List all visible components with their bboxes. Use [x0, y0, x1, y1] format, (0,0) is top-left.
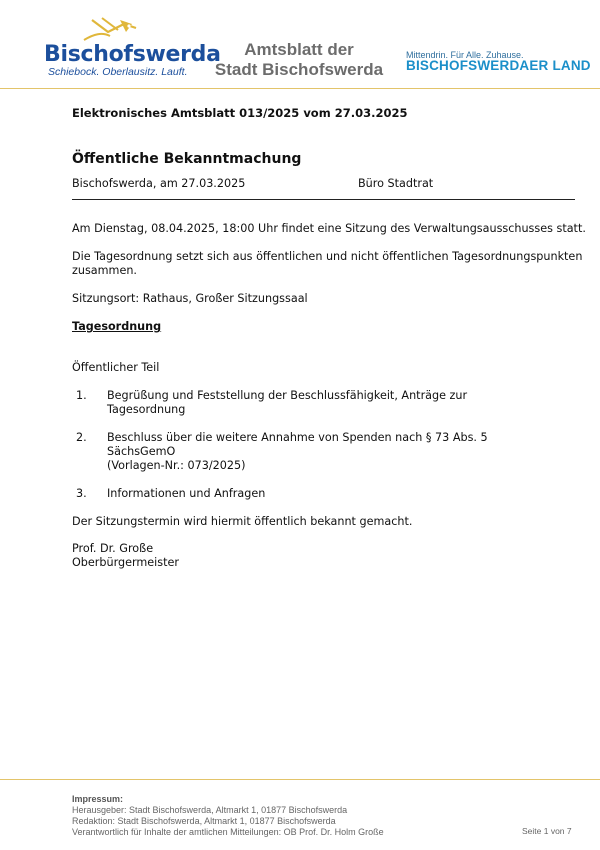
agenda-item-number: 1.	[76, 389, 87, 402]
issue-line: Elektronisches Amtsblatt 013/2025 vom 27.03.2025	[72, 106, 408, 120]
publication-notice: Der Sitzungstermin wird hiermit öffentlich bekannt gemacht.	[72, 515, 413, 528]
agenda-heading: Tagesordnung	[72, 320, 162, 333]
page-title: Öffentliche Bekanntmachung	[72, 151, 302, 167]
region-brand: BISCHOFSWERDAER LAND	[406, 58, 591, 73]
gazette-title-line2: Stadt Bischofswerda	[214, 60, 384, 79]
public-part-label: Öffentlicher Teil	[72, 361, 160, 374]
logo-tagline: Schiebock. Oberlausitz. Lauft.	[48, 66, 188, 78]
impressum-editor: Redaktion: Stadt Bischofswerda, Altmarkt 1, 01877 Bischofswerda	[72, 816, 336, 826]
gazette-title-line1: Amtsblatt der	[244, 40, 354, 59]
footer-divider	[0, 779, 600, 780]
agenda-item-number: 2.	[76, 431, 87, 444]
agenda-item-text: SächsGemO	[107, 445, 176, 458]
issuing-office: Büro Stadtrat	[358, 177, 434, 190]
agenda-item-text: Informationen und Anfragen	[107, 487, 266, 500]
meeting-announcement: Am Dienstag, 08.04.2025, 18:00 Uhr findet eine Sitzung des Verwaltungsausschusses statt.	[72, 222, 586, 235]
region-tagline: Mittendrin. Für Alle. Zuhause.	[406, 50, 524, 60]
signer-title: Oberbürgermeister	[72, 556, 179, 569]
header-divider	[0, 88, 600, 89]
logo-wordmark: Bischofswerda	[44, 42, 221, 67]
agenda-item-number: 3.	[76, 487, 87, 500]
impressum-heading: Impressum:	[72, 794, 124, 804]
gazette-title	[204, 40, 394, 80]
agenda-note-line2: zusammen.	[72, 264, 137, 277]
impressum-publisher: Herausgeber: Stadt Bischofswerda, Altmarkt 1, 01877 Bischofswerda	[72, 805, 348, 815]
meeting-location: Sitzungsort: Rathaus, Großer Sitzungssaal	[72, 292, 308, 305]
impressum-responsible: Verantwortlich für Inhalte der amtlichen Mitteilungen: OB Prof. Dr. Holm Große	[72, 827, 384, 837]
agenda-note-line1: Die Tagesordnung setzt sich aus öffentlichen und nicht öffentlichen Tagesordnungspunkten	[72, 250, 583, 263]
agenda-item-text: (Vorlagen-Nr.: 073/2025)	[107, 459, 246, 472]
place-date: Bischofswerda, am 27.03.2025	[72, 177, 246, 190]
agenda-item-text: Beschluss über die weitere Annahme von Spenden nach § 73 Abs. 5	[107, 431, 488, 444]
signer-name: Prof. Dr. Große	[72, 542, 154, 555]
agenda-item-text: Begrüßung und Feststellung der Beschlussfähigkeit, Anträge zur	[107, 389, 468, 402]
page-indicator: Seite 1 von 7	[522, 826, 572, 836]
agenda-item-text: Tagesordnung	[107, 403, 186, 416]
city-logo-icon	[80, 14, 140, 44]
heading-divider	[72, 199, 575, 200]
